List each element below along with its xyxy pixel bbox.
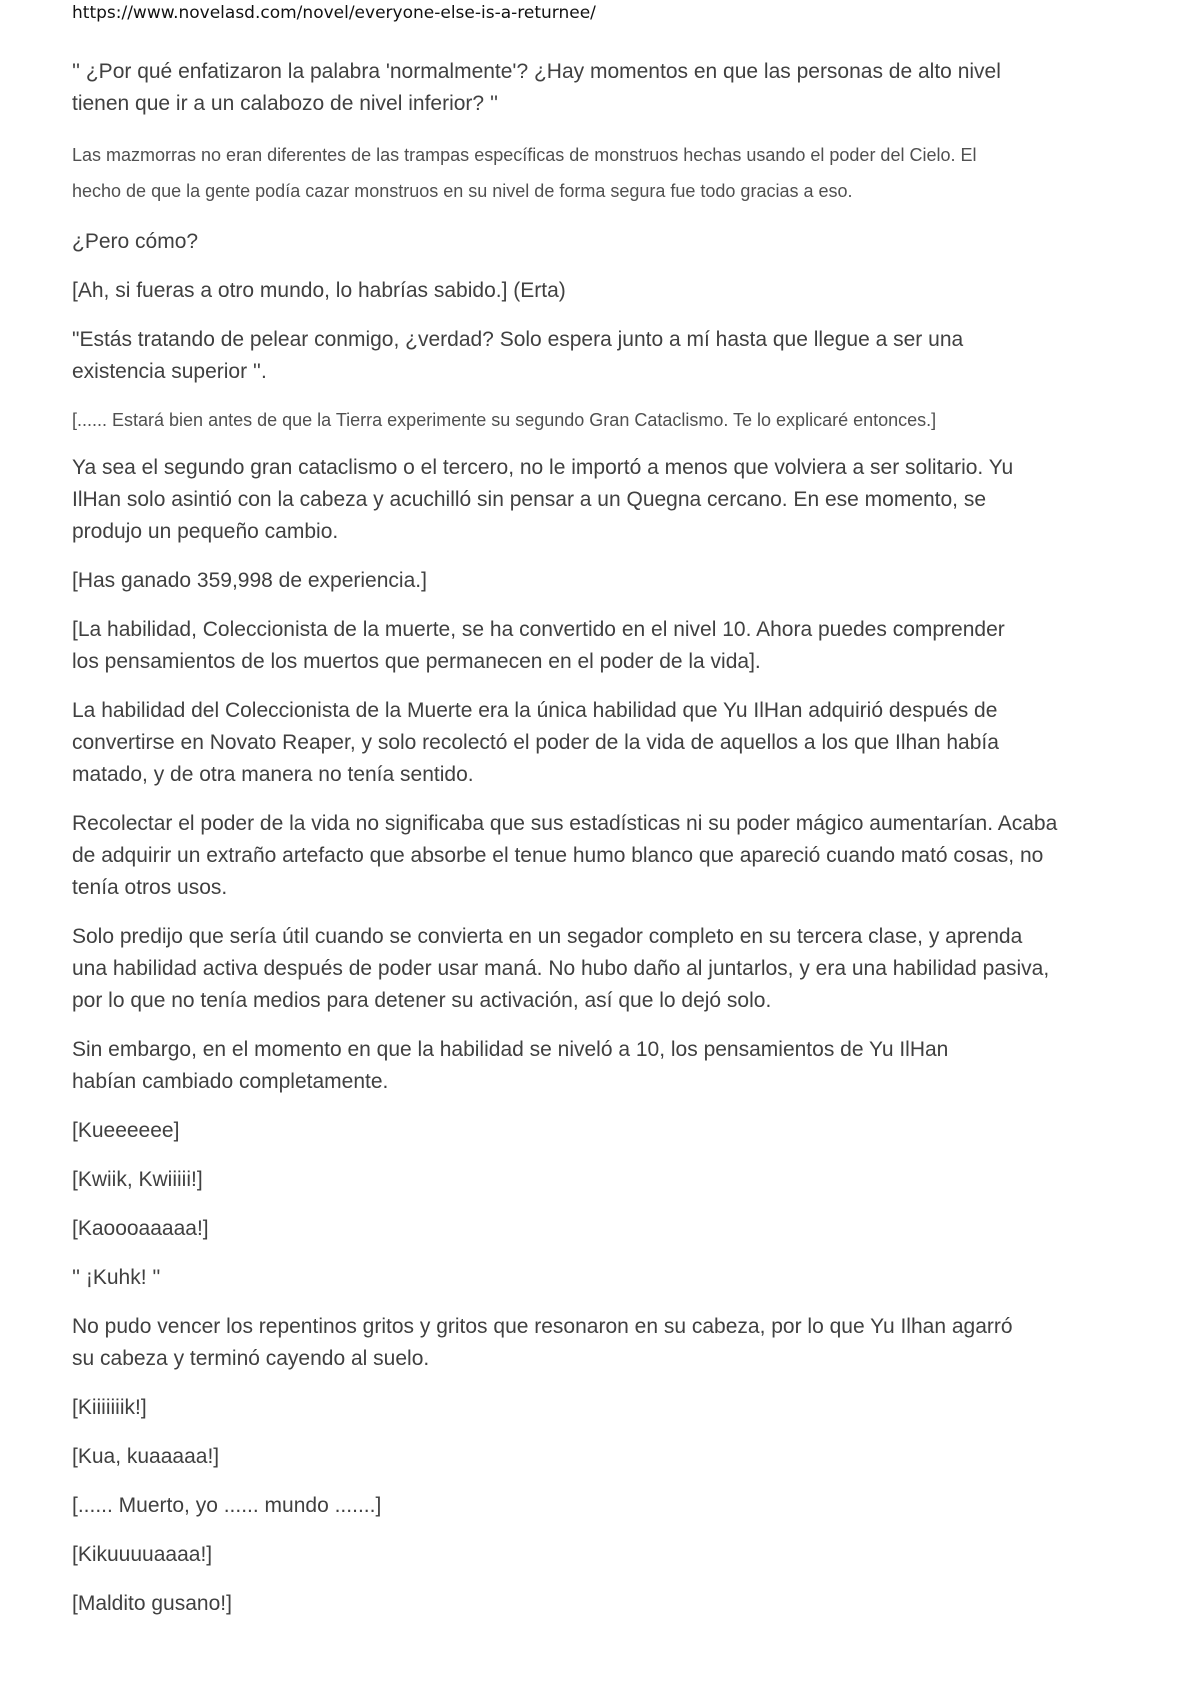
paragraph xyxy=(72,1490,1122,1522)
text-line: [Kwiik, Kwiiiii!] xyxy=(72,1168,203,1191)
paragraph xyxy=(72,405,1122,435)
text-line: habían cambiado completamente. xyxy=(72,1070,389,1093)
text-line: hecho de que la gente podía cazar monstruos en su nivel de forma segura fue todo gracias a eso. xyxy=(72,181,853,201)
text-line: su cabeza y terminó cayendo al suelo. xyxy=(72,1347,430,1370)
text-line: No pudo vencer los repentinos gritos y gritos que resonaron en su cabeza, por lo que Yu Ilhan agarró xyxy=(72,1315,1013,1338)
text-line: '' ¿Por qué enfatizaron la palabra 'normalmente'? ¿Hay momentos en que las personas de alto nivel xyxy=(72,60,1001,83)
text-line: una habilidad activa después de poder usar maná. No hubo daño al juntarlos, y era una habilidad pasiva, xyxy=(72,957,1050,980)
text-line: tenía otros usos. xyxy=(72,876,228,899)
paragraph xyxy=(72,1311,1122,1375)
text-line: [Has ganado 359,998 de experiencia.] xyxy=(72,569,427,592)
paragraph xyxy=(72,226,1122,258)
text-line: Recolectar el poder de la vida no significaba que sus estadísticas ni su poder mágico aumentarían. Acaba xyxy=(72,812,1058,835)
paragraph xyxy=(72,1441,1122,1473)
text-line: "Estás tratando de pelear conmigo, ¿verdad? Solo espera junto a mí hasta que llegue a ser una xyxy=(72,328,964,351)
paragraph xyxy=(72,1115,1122,1147)
text-line: [La habilidad, Coleccionista de la muerte, se ha convertido en el nivel 10. Ahora puedes comprender xyxy=(72,618,1005,641)
text-line: tienen que ir a un calabozo de nivel inferior? '' xyxy=(72,92,498,115)
text-line: [Kua, kuaaaaa!] xyxy=(72,1445,220,1468)
text-line: por lo que no tenía medios para detener su activación, así que lo dejó solo. xyxy=(72,989,772,1012)
text-line: de adquirir un extraño artefacto que absorbe el tenue humo blanco que apareció cuando mató cosas, no xyxy=(72,844,1044,867)
paragraph xyxy=(72,695,1122,791)
paragraph xyxy=(72,565,1122,597)
paragraph xyxy=(72,614,1122,678)
text-line: [Maldito gusano!] xyxy=(72,1592,232,1615)
paragraph xyxy=(72,1034,1122,1098)
text-line: ¿Pero cómo? xyxy=(72,230,199,253)
paragraph xyxy=(72,324,1122,388)
paragraph xyxy=(72,1164,1122,1196)
paragraph xyxy=(72,1539,1122,1571)
paragraph xyxy=(72,56,1122,120)
paragraph xyxy=(72,808,1122,904)
text-line: [Kueeeeee] xyxy=(72,1119,180,1142)
text-line: [Kaoooaaaaa!] xyxy=(72,1217,209,1240)
paragraph xyxy=(72,452,1122,548)
paragraph xyxy=(72,1392,1122,1424)
text-line: Las mazmorras no eran diferentes de las trampas específicas de monstruos hechas usando el poder del Cielo. El xyxy=(72,145,977,165)
text-line: existencia superior ''. xyxy=(72,360,267,383)
text-line: IlHan solo asintió con la cabeza y acuchilló sin pensar a un Quegna cercano. En ese momento, se xyxy=(72,488,987,511)
text-line: los pensamientos de los muertos que permanecen en el poder de la vida]. xyxy=(72,650,761,673)
source-url: https://www.novelasd.com/novel/everyone-else-is-a-returnee/ xyxy=(72,3,596,23)
paragraph xyxy=(72,1262,1122,1294)
text-line: Solo predijo que sería útil cuando se convierta en un segador completo en su tercera clase, y aprenda xyxy=(72,925,1023,948)
paragraph xyxy=(72,1213,1122,1245)
text-line: matado, y de otra manera no tenía sentido. xyxy=(72,763,474,786)
text-line: [...... Estará bien antes de que la Tierra experimente su segundo Gran Cataclismo. Te lo explicaré entonces.] xyxy=(72,410,937,430)
paragraph xyxy=(72,275,1122,307)
text-line: Sin embargo, en el momento en que la habilidad se niveló a 10, los pensamientos de Yu IlHan xyxy=(72,1038,949,1061)
text-line: convertirse en Novato Reaper, y solo recolectó el poder de la vida de aquellos a los que Ilhan había xyxy=(72,731,999,754)
text-line: [...... Muerto, yo ...... mundo .......] xyxy=(72,1494,382,1517)
text-line: La habilidad del Coleccionista de la Muerte era la única habilidad que Yu IlHan adquirió después de xyxy=(72,699,998,722)
text-line: produjo un pequeño cambio. xyxy=(72,520,339,543)
text-line: Ya sea el segundo gran cataclismo o el tercero, no le importó a menos que volviera a ser solitario. Yu xyxy=(72,456,1014,479)
text-line: [Kikuuuuaaaa!] xyxy=(72,1543,213,1566)
text-line: '' ¡Kuhk! '' xyxy=(72,1266,161,1289)
text-line: [Kiiiiiiik!] xyxy=(72,1396,147,1419)
paragraph xyxy=(72,137,1122,209)
paragraph xyxy=(72,1588,1122,1620)
paragraph xyxy=(72,921,1122,1017)
text-line: [Ah, si fueras a otro mundo, lo habrías sabido.] (Erta) xyxy=(72,279,566,302)
document-body xyxy=(72,56,1122,1637)
